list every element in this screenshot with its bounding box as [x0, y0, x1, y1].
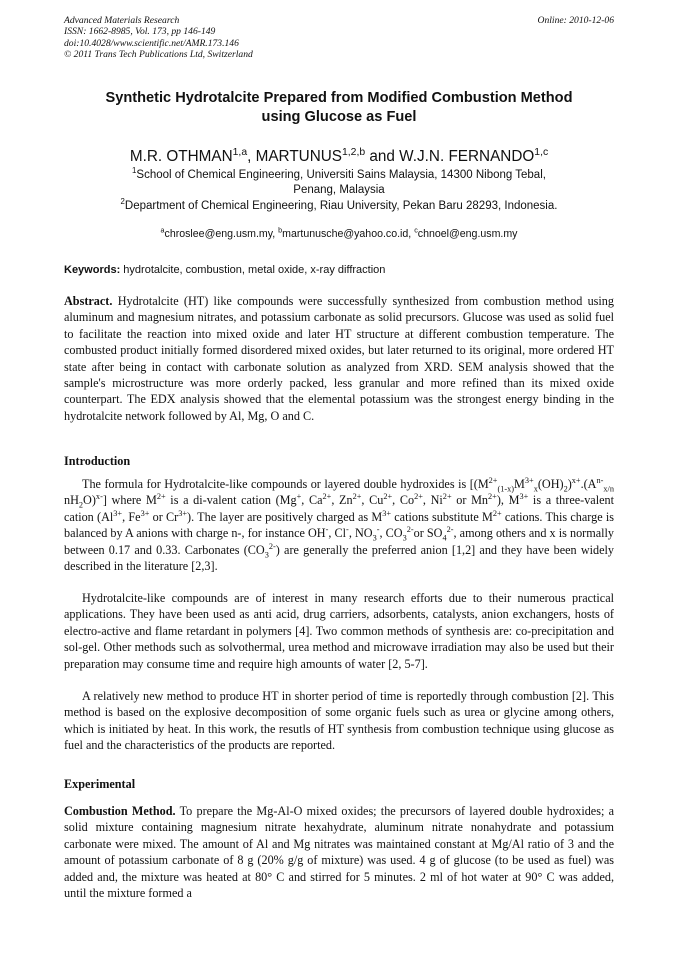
combustion-method-text: To prepare the Mg-Al-O mixed oxides; the precursors of layered double hydroxides; a solid mixture containing magnesium nitrate hexahydrate, aluminum nitrate nonahydrate and potassium carbonate were mixed. The amount of Al and Mg nitrates was maintained constant at Mg/Al ratio of 3 and the amount of potassium carbonate of 8 g (20% g/g of mixture) was used. 4 g of glucose (to be used as fuel) was added and, the mixture was heated at 80° C and stirred for 5 minutes. 2 ml of hot water at 90° C was added, until the mixture formed a — [64, 804, 614, 901]
email-c[interactable]: chnoel@eng.usm.my — [417, 228, 518, 240]
keywords — [64, 263, 618, 277]
email-a-marker: a — [160, 225, 165, 235]
author-martunus-affil: 1,2,b — [342, 146, 366, 158]
author-martunus: , MARTUNUS — [247, 148, 343, 165]
title-line-2: using Glucose as Fuel — [261, 108, 417, 125]
keywords-text: hydrotalcite, combustion, metal oxide, x-ray diffraction — [120, 264, 386, 276]
affiliation-1-line-1: School of Chemical Engineering, Universiti Sains Malaysia, 14300 Nibong Tebal, — [136, 169, 546, 181]
journal-header — [64, 15, 253, 60]
affiliation-1 — [60, 168, 618, 197]
combustion-method-label: Combustion Method. — [64, 804, 176, 818]
journal-name: Advanced Materials Research — [64, 15, 180, 26]
affiliation-2 — [60, 199, 618, 214]
introduction-paragraph-2 — [64, 590, 614, 672]
introduction-paragraph-3 — [64, 688, 614, 754]
online-date: Online: 2010-12-06 — [537, 15, 614, 26]
affiliation-1-marker: 1 — [132, 166, 137, 176]
journal-issn: ISSN: 1662-8985, Vol. 173, pp 146-149 — [64, 26, 216, 38]
journal-copyright: © 2011 Trans Tech Publications Ltd, Switzerland — [64, 48, 253, 60]
author-fernando: and W.J.N. FERNANDO — [365, 148, 535, 165]
introduction-heading: Introduction — [64, 454, 131, 468]
email-b[interactable]: martunusche@yahoo.co.id, — [282, 228, 415, 240]
journal-doi: doi:10.4028/www.scientific.net/AMR.173.146 — [64, 37, 239, 49]
author-fernando-affil: 1,c — [534, 146, 549, 158]
title-line-1: Synthetic Hydrotalcite Prepared from Modified Combustion Method — [105, 90, 573, 106]
paper-title — [60, 89, 618, 126]
author-list — [60, 148, 618, 166]
abstract — [64, 293, 614, 424]
affiliation-2-text: Department of Chemical Engineering, Riau University, Pekan Baru 28293, Indonesia. — [124, 200, 558, 212]
abstract-label: Abstract. — [64, 294, 113, 308]
introduction-paragraph-2-text: Hydrotalcite-like compounds are of interest in many research efforts due to their numerous practical applications. They have been used as anti acid, drug carriers, adsorbents, catalysts, anion exchangers, hosts of electro-active and flame retardant in polymers [4]. Two common methods of synthesis are: co-precipitation and sol-gel. Other methods such as solvothermal, urea method and microwave irradiation may also be used but their preparation may consume time and require high amounts of water [2, 5-7]. — [64, 591, 614, 671]
author-othman-affil: 1,a — [232, 146, 248, 158]
email-a[interactable]: chroslee@eng.usm.my, — [164, 228, 279, 240]
author-emails — [60, 225, 618, 241]
introduction-paragraph-3-text: A relatively new method to produce HT in shorter period of time is reportedly through combustion [2]. This method is based on the explosive decomposition of some organic fuels such as urea or glycine among others, which is initiated by heat. In this work, the resutls of HT synthesis from combustion technique using glucose as fuel and the characteristics of the products are reported. — [64, 689, 614, 753]
abstract-text: Hydrotalcite (HT) like compounds were successfully synthesized from combustion method using aluminum and magnesium nitrates, and potassium carbonate as solid precursors. Glucose was used as solid fuel to facilitate the reaction into mixed oxide and later HT structure at different combustion temperature. The combusted product initially formed disordered mixed oxides, but later returned to its original, more ordered HT state after being in contact with carbonate solution as analyzed from XRD. SEM analysis showed that the sample's microstructure was more orderly packed, less granular and more refined than its mixed oxide counterpart. The EDX analysis showed that the elemental potassium was the strongest energy binding in the hydrotalcite network followed by Al, Mg, O and C. — [64, 294, 614, 423]
affiliation-2-marker: 2 — [120, 197, 125, 207]
email-c-marker: c — [414, 225, 418, 235]
email-b-marker: b — [278, 225, 283, 235]
experimental-paragraph — [64, 803, 614, 901]
author-othman: M.R. OTHMAN — [129, 148, 233, 165]
affiliation-1-line-2: Penang, Malaysia — [293, 183, 385, 196]
experimental-heading: Experimental — [64, 777, 136, 791]
introduction-paragraph-1: The formula for Hydrotalcite-like compounds or layered double hydroxides is [$(M^{2+}_{(1-x)}M^{3+}_x(OH)_2)^{x+}.(A^{n-}_{x/n}$ $nH_2O)^{x-}$] where $M^{2+}$ is a di-valent cation (Mg+, $Ca^{2+}$, $Zn^{2+}$, $Cu^{2+}$, $Co^{2+}$, $Ni^{2+}$ or $Mn^{2+}$), $M^{3+}$ is a three-valent cation ($Al^{3+}$, $Fe^{3+}$ or $Cr^{3+}$). The layer are positively charged as $M^{3+}$ cations substitute $M^{2+}$ cations. This charge is balanced by A anions with charge n-, for instance OH-, Cl-, $NO_3^-$, $CO_3^{2-}or$ $SO_4^{2-}$, among others and x is normally between 0.17 and 0.33. Carbonates $(CO_3^{2-})$ are generally the preferred anion [1,2] and they have been widely described in the literature [2,3]. — [64, 475, 615, 574]
keywords-label: Keywords: — [64, 264, 121, 276]
